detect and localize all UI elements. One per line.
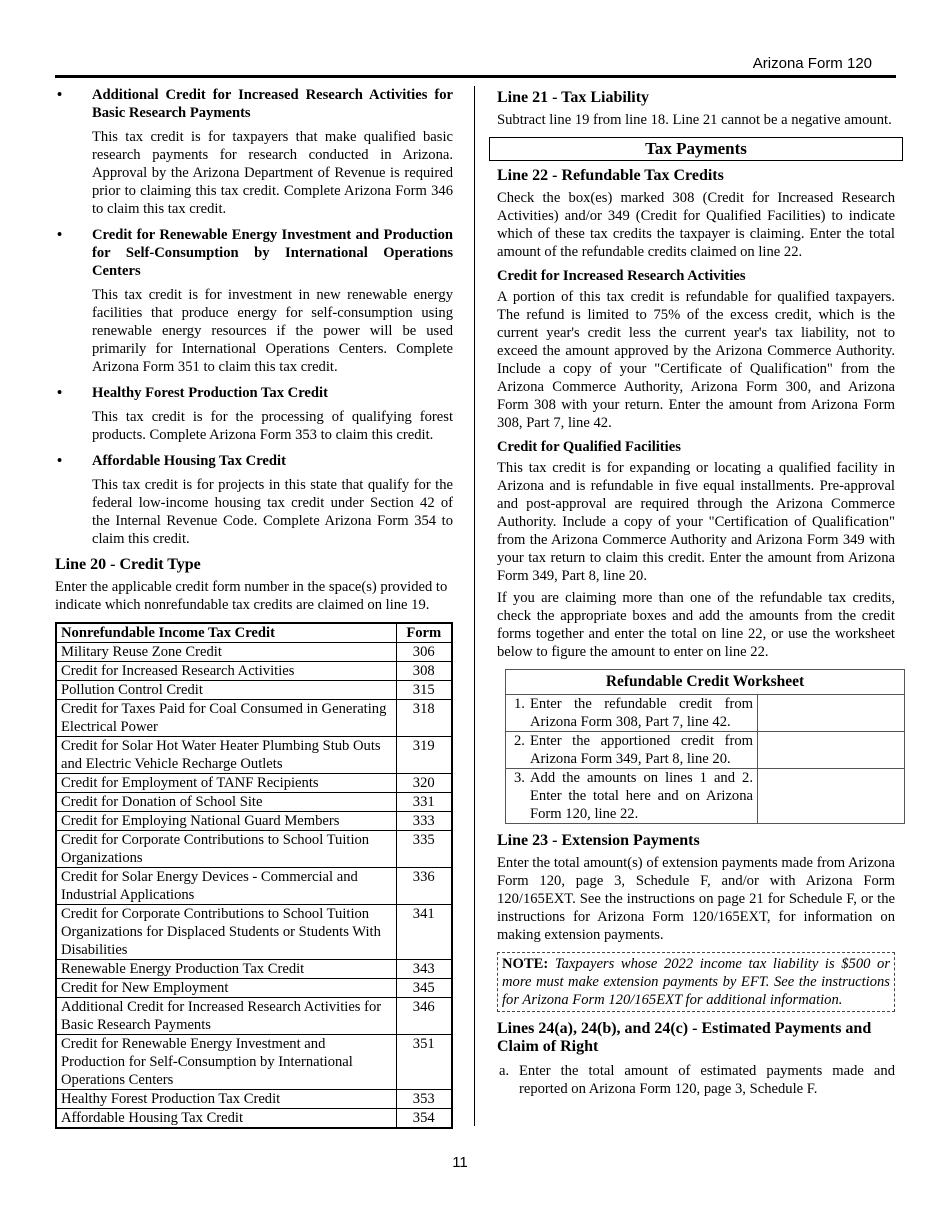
table-row bbox=[56, 812, 452, 831]
credit-name: Renewable Energy Production Tax Credit bbox=[56, 960, 396, 979]
form-number: 335 bbox=[396, 831, 452, 868]
credit-name: Credit for Corporate Contributions to School Tuition Organizations for Displaced Students or Students With Disabilities bbox=[56, 905, 396, 960]
table-row bbox=[56, 1035, 452, 1090]
line23-text: Enter the total amount(s) of extension payments made from Arizona Form 120, page 3, Schedule F, and/or with Arizona Form 120/165EXT. See the instructions on page 21 for Schedule F, or the instructions for Arizona Form 120/165EXT, for information on making extension payments. bbox=[497, 855, 895, 943]
worksheet-row bbox=[506, 695, 905, 732]
form-number: 346 bbox=[396, 998, 452, 1035]
table-row bbox=[56, 905, 452, 960]
table-row bbox=[56, 868, 452, 905]
cqf-text: This tax credit is for expanding or locating a qualified facility in Arizona and is refundable in five equal installments. Pre-approval and post-approval are required through the Arizona Commerce Authority. Include a copy of your "Certification of Qualification" from the Arizona Commerce Authority and Arizona Form 349 with your tax return to claim this credit. Enter the amount from Arizona Form 349, Part 8, line 20. bbox=[497, 460, 895, 584]
table-row bbox=[56, 662, 452, 681]
bullet-text: This tax credit is for taxpayers that make qualified basic research payments for research conducted in Arizona. Approval by the Arizona Department of Revenue is required prior to claiming this tax credit. Complete Arizona Form 346 to claim this tax credit. bbox=[92, 129, 453, 217]
line24-heading: Lines 24(a), 24(b), and 24(c) - Estimated Payments and Claim of Right bbox=[497, 1020, 872, 1055]
credit-name: Credit for Taxes Paid for Coal Consumed in Generating Electrical Power bbox=[56, 700, 396, 737]
worksheet-instruction bbox=[506, 732, 758, 769]
line21-text: Subtract line 19 from line 18. Line 21 cannot be a negative amount. bbox=[497, 112, 892, 128]
worksheet-line-number: 2. bbox=[514, 733, 525, 749]
header-rule bbox=[55, 75, 896, 78]
worksheet-amount-field[interactable] bbox=[758, 732, 905, 769]
item-letter: a. bbox=[499, 1063, 510, 1079]
worksheet-line bbox=[514, 769, 753, 823]
credit-name: Healthy Forest Production Tax Credit bbox=[56, 1090, 396, 1109]
credit-table bbox=[55, 622, 453, 1129]
credit-bullet bbox=[55, 86, 453, 218]
item-text: Enter the total amount of estimated payments made and reported on Arizona Form 120, page 3, Schedule F. bbox=[519, 1063, 895, 1097]
note-text: Taxpayers whose 2022 income tax liability is $500 or more must make extension payments by EFT. See the instructions for Arizona Form 120/165EXT for additional information. bbox=[502, 956, 890, 1008]
line21-heading: Line 21 - Tax Liability bbox=[497, 89, 650, 106]
table-row bbox=[56, 774, 452, 793]
worksheet-instruction bbox=[506, 769, 758, 824]
multi-credit-text: If you are claiming more than one of the refundable tax credits, check the appropriate boxes and add the amounts from the credit forms together and enter the total on line 22, or use the worksheet below to figure the amount to enter on line 22. bbox=[497, 590, 895, 660]
left-column bbox=[55, 86, 453, 1129]
credit-name: Credit for Renewable Energy Investment and Production for Self-Consumption by International Operations Centers bbox=[56, 1035, 396, 1090]
credit-name: Credit for Solar Energy Devices - Commercial and Industrial Applications bbox=[56, 868, 396, 905]
cira-text: A portion of this tax credit is refundable for qualified taxpayers. The refund is limited to 75% of the excess credit, which is the current year's credit less the current year's tax liability, not to exceed the amount approved by the Arizona Commerce Authority. Include a copy of your "Certificate of Qualification" from the Arizona Commerce Authority, Arizona Form 300, and Arizona Form 308 with your return. Enter the amount from Arizona Form 308, Part 7, line 42. bbox=[497, 289, 895, 431]
line22-heading: Line 22 - Refundable Tax Credits bbox=[497, 167, 724, 184]
worksheet-row bbox=[506, 732, 905, 769]
form-number: 333 bbox=[396, 812, 452, 831]
form-number: 331 bbox=[396, 793, 452, 812]
eft-note bbox=[497, 952, 895, 1012]
form-number: 336 bbox=[396, 868, 452, 905]
credit-bullet bbox=[55, 384, 453, 444]
table-row bbox=[56, 1090, 452, 1109]
credit-name: Credit for Corporate Contributions to School Tuition Organizations bbox=[56, 831, 396, 868]
form-number: 306 bbox=[396, 643, 452, 662]
credit-name: Credit for Employing National Guard Members bbox=[56, 812, 396, 831]
worksheet-instruction bbox=[506, 695, 758, 732]
form-number: 308 bbox=[396, 662, 452, 681]
table-row bbox=[56, 643, 452, 662]
bullet-text: This tax credit is for investment in new renewable energy facilities that produce energy for self-consumption using renewable energy resources if the power will be used primarily for International Operations Centers. Complete Arizona Form 351 to claim this tax credit. bbox=[92, 287, 453, 375]
credit-name: Additional Credit for Increased Research Activities for Basic Research Payments bbox=[56, 998, 396, 1035]
table-row bbox=[56, 737, 452, 774]
page-number: 11 bbox=[452, 1154, 468, 1171]
table-row bbox=[56, 960, 452, 979]
table-row bbox=[56, 979, 452, 998]
credit-bullet bbox=[55, 452, 453, 548]
cira-heading: Credit for Increased Research Activities bbox=[497, 268, 746, 284]
worksheet-title: Refundable Credit Worksheet bbox=[506, 670, 905, 695]
bullet-text: This tax credit is for projects in this state that qualify for the federal low-income housing tax credit under Section 42 of the Internal Revenue Code. Complete Arizona Form 354 to claim this credit. bbox=[92, 477, 453, 547]
worksheet-line-text: Enter the refundable credit from Arizona Form 308, Part 7, line 42. bbox=[530, 696, 753, 730]
bullet-icon: • bbox=[57, 385, 63, 401]
credit-name: Credit for Increased Research Activities bbox=[56, 662, 396, 681]
table-row bbox=[56, 793, 452, 812]
worksheet-row bbox=[506, 769, 905, 824]
credit-name: Credit for New Employment bbox=[56, 979, 396, 998]
form-number: 354 bbox=[396, 1109, 452, 1129]
worksheet-line-number: 1. bbox=[514, 696, 525, 712]
list-item bbox=[497, 1062, 895, 1098]
form-number: 315 bbox=[396, 681, 452, 700]
worksheet-amount-field[interactable] bbox=[758, 695, 905, 732]
worksheet-line-text: Enter the apportioned credit from Arizona Form 349, Part 8, line 20. bbox=[530, 733, 753, 767]
credit-name: Affordable Housing Tax Credit bbox=[56, 1109, 396, 1129]
credit-name: Credit for Solar Hot Water Heater Plumbing Stub Outs and Electric Vehicle Recharge Outlets bbox=[56, 737, 396, 774]
bullet-icon: • bbox=[57, 227, 63, 243]
tax-payments-banner: Tax Payments bbox=[489, 137, 903, 161]
bullet-title: Credit for Renewable Energy Investment and Production for Self-Consumption by International Operations Centers bbox=[92, 227, 453, 279]
bullet-title: Affordable Housing Tax Credit bbox=[92, 453, 286, 469]
note-label: NOTE: bbox=[502, 956, 549, 972]
table-row bbox=[56, 1109, 452, 1129]
table-row bbox=[56, 998, 452, 1035]
form-number: 320 bbox=[396, 774, 452, 793]
table-row bbox=[56, 681, 452, 700]
column-divider bbox=[474, 86, 475, 1126]
table-row bbox=[56, 700, 452, 737]
credit-header: Nonrefundable Income Tax Credit bbox=[56, 623, 396, 643]
form-number: 351 bbox=[396, 1035, 452, 1090]
credit-name: Pollution Control Credit bbox=[56, 681, 396, 700]
worksheet-line bbox=[514, 695, 753, 731]
line20-heading: Line 20 - Credit Type bbox=[55, 556, 201, 573]
form-number: 353 bbox=[396, 1090, 452, 1109]
worksheet-amount-field[interactable] bbox=[758, 769, 905, 824]
form-number: 341 bbox=[396, 905, 452, 960]
bullet-icon: • bbox=[57, 453, 63, 469]
worksheet-line-number: 3. bbox=[514, 770, 525, 786]
form-number: 318 bbox=[396, 700, 452, 737]
credit-name: Credit for Employment of TANF Recipients bbox=[56, 774, 396, 793]
bullet-title: Healthy Forest Production Tax Credit bbox=[92, 385, 328, 401]
credit-name: Credit for Donation of School Site bbox=[56, 793, 396, 812]
credit-bullet bbox=[55, 226, 453, 376]
credit-name: Military Reuse Zone Credit bbox=[56, 643, 396, 662]
worksheet-line bbox=[514, 732, 753, 768]
form-number: 345 bbox=[396, 979, 452, 998]
line22-text: Check the box(es) marked 308 (Credit for Increased Research Activities) and/or 349 (Credit for Qualified Facilities) to indicate which of these tax credits the taxpayer is claiming. Enter the total amount of the refundable credits claimed on line 22. bbox=[497, 190, 895, 260]
bullet-text: This tax credit is for the processing of qualifying forest products. Complete Arizona Form 353 to claim this credit. bbox=[92, 409, 453, 443]
refundable-credit-worksheet bbox=[505, 669, 905, 824]
line20-text: Enter the applicable credit form number in the space(s) provided to indicate which nonrefundable tax credits are claimed on line 19. bbox=[55, 579, 448, 613]
cqf-heading: Credit for Qualified Facilities bbox=[497, 439, 681, 455]
worksheet-line-text: Add the amounts on lines 1 and 2. Enter the total here and on Arizona Form 120, line 22. bbox=[530, 770, 753, 822]
right-column bbox=[497, 86, 895, 1098]
bullet-icon: • bbox=[57, 87, 63, 103]
form-header-cell: Form bbox=[396, 623, 452, 643]
table-row bbox=[56, 831, 452, 868]
form-header: Arizona Form 120 bbox=[752, 55, 872, 72]
bullet-title: Additional Credit for Increased Research Activities for Basic Research Payments bbox=[92, 87, 453, 121]
line23-heading: Line 23 - Extension Payments bbox=[497, 832, 700, 849]
form-number: 319 bbox=[396, 737, 452, 774]
form-number: 343 bbox=[396, 960, 452, 979]
